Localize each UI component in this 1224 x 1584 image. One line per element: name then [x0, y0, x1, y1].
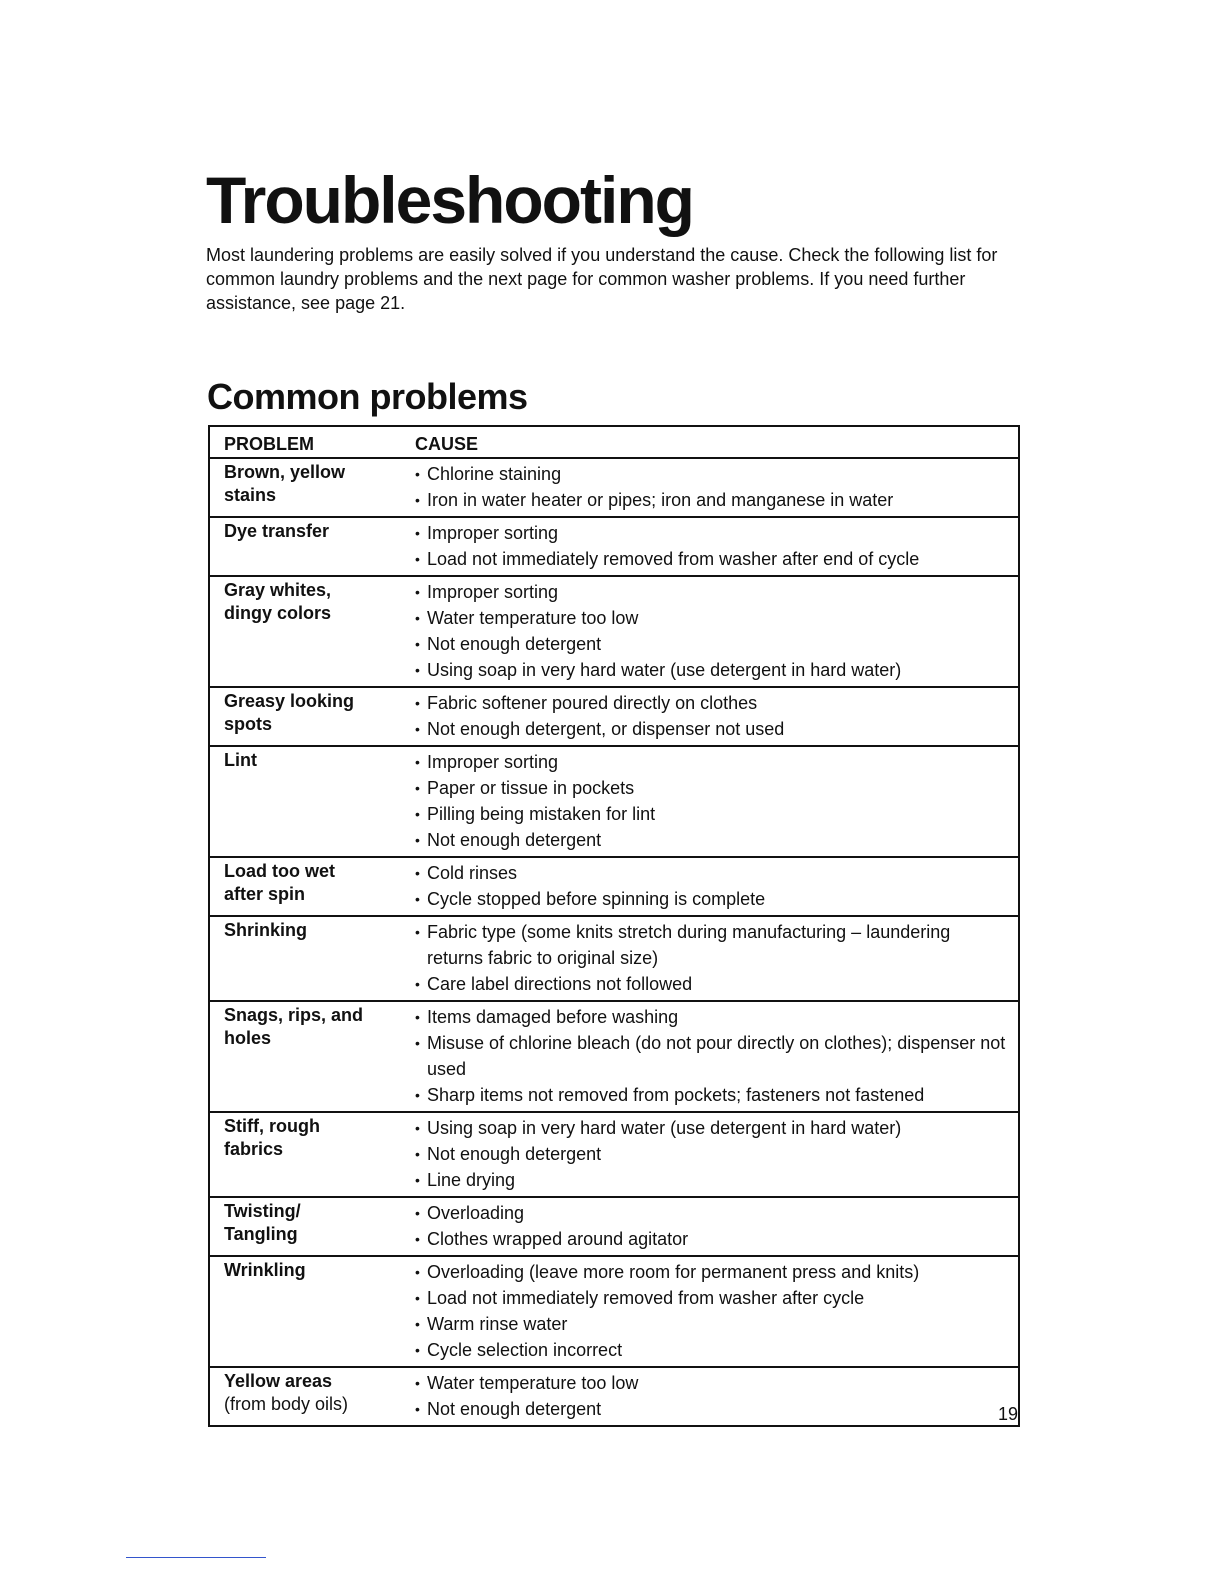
bullet-icon: • [415, 924, 420, 940]
table-row [210, 858, 1018, 917]
problem-cell [210, 1115, 403, 1193]
cause-item [415, 1004, 1010, 1030]
cause-text: Cycle selection incorrect [427, 1340, 623, 1360]
cause-text: Fabric type (some knits stretch during manufacturing – laundering returns fabric to original size) [427, 922, 951, 968]
cause-text: Cycle stopped before spinning is complete [427, 889, 766, 909]
cause-text: Iron in water heater or pipes; iron and manganese in water [427, 490, 894, 510]
problem-label: Gray whites, dingy colors [224, 580, 332, 623]
cause-item [415, 461, 1010, 487]
problem-cell [210, 520, 403, 572]
cause-text: Using soap in very hard water (use detergent in hard water) [427, 1118, 902, 1138]
problem-cell [210, 860, 403, 912]
problem-cell [210, 1370, 403, 1422]
cause-text: Pilling being mistaken for lint [427, 804, 656, 824]
problem-label: Stiff, rough fabrics [224, 1116, 320, 1159]
cause-text: Water temperature too low [427, 1373, 639, 1393]
bullet-icon: • [415, 1290, 420, 1306]
cause-item [415, 1396, 1010, 1422]
bullet-icon: • [415, 806, 420, 822]
cause-text: Fabric softener poured directly on clothes [427, 693, 758, 713]
cause-cell [403, 1004, 1018, 1108]
problem-label: Load too wet after spin [224, 861, 335, 904]
problem-note: (from body oils) [224, 1394, 349, 1414]
table-row [210, 459, 1018, 518]
bullet-icon: • [415, 1375, 420, 1391]
cause-text: Warm rinse water [427, 1314, 568, 1334]
cause-cell [403, 860, 1018, 912]
table-row [210, 1113, 1018, 1198]
cause-item [415, 690, 1010, 716]
bullet-icon: • [415, 466, 420, 482]
bullet-icon: • [415, 976, 420, 992]
table-row [210, 747, 1018, 858]
page-number: 19 [998, 1404, 1019, 1424]
bullet-icon: • [415, 662, 420, 678]
bullet-icon: • [415, 1264, 420, 1280]
bullet-icon: • [415, 891, 420, 907]
bullet-icon: • [415, 636, 420, 652]
cause-text: Care label directions not followed [427, 974, 693, 994]
bullet-icon: • [415, 780, 420, 796]
problem-label: Wrinkling [224, 1260, 306, 1280]
bullet-icon: • [415, 1120, 420, 1136]
cause-item [415, 775, 1010, 801]
cause-item [415, 1141, 1010, 1167]
cause-column-header: CAUSE [415, 434, 479, 454]
bullet-icon: • [415, 721, 420, 737]
cause-cell [403, 461, 1018, 513]
cause-item [415, 605, 1010, 631]
cause-list [415, 461, 1010, 513]
table-row [210, 1257, 1018, 1368]
bullet-icon: • [415, 1231, 420, 1247]
cause-text: Load not immediately removed from washer after end of cycle [427, 549, 920, 569]
cause-text: Not enough detergent [427, 1144, 602, 1164]
table-header [210, 427, 1018, 459]
page-title: Troubleshooting [206, 163, 693, 237]
cause-item [415, 579, 1010, 605]
cause-item [415, 1082, 1010, 1108]
cause-text: Not enough detergent [427, 634, 602, 654]
cause-item [415, 886, 1010, 912]
cause-item [415, 546, 1010, 572]
cause-cell [403, 579, 1018, 683]
problem-cell [210, 579, 403, 683]
cause-item [415, 487, 1010, 513]
problems-table [208, 425, 1020, 1427]
cause-text: Improper sorting [427, 523, 559, 543]
table-row [210, 688, 1018, 747]
bullet-icon: • [415, 584, 420, 600]
cause-item [415, 520, 1010, 546]
table-row [210, 577, 1018, 688]
problem-label: Twisting/ Tangling [224, 1201, 301, 1244]
cause-cell [403, 919, 1018, 997]
cause-text: Misuse of chlorine bleach (do not pour directly on clothes); dispenser not used [427, 1033, 1006, 1079]
problem-cell [210, 690, 403, 742]
section-title: Common problems [207, 376, 528, 417]
cause-item [415, 1285, 1010, 1311]
bullet-icon: • [415, 610, 420, 626]
table-row [210, 1198, 1018, 1257]
problem-cell [210, 1200, 403, 1252]
cause-text: Improper sorting [427, 582, 559, 602]
cause-cell [403, 1370, 1018, 1422]
cause-item [415, 860, 1010, 886]
cause-list [415, 1370, 1010, 1422]
cause-text: Clothes wrapped around agitator [427, 1229, 689, 1249]
bullet-icon: • [415, 1342, 420, 1358]
problem-cell [210, 461, 403, 513]
cause-item [415, 1337, 1010, 1363]
cause-text: Load not immediately removed from washer after cycle [427, 1288, 865, 1308]
bullet-icon: • [415, 551, 420, 567]
cause-text: Water temperature too low [427, 608, 639, 628]
cause-item [415, 919, 1010, 971]
cause-item [415, 1167, 1010, 1193]
cause-text: Cold rinses [427, 863, 518, 883]
cause-item [415, 801, 1010, 827]
bullet-icon: • [415, 695, 420, 711]
cause-item [415, 716, 1010, 742]
cause-list [415, 690, 1010, 742]
problem-cell [210, 749, 403, 853]
cause-text: Overloading (leave more room for permanent press and knits) [427, 1262, 920, 1282]
problem-label: Shrinking [224, 920, 308, 940]
cause-item [415, 1030, 1010, 1082]
problem-cell [210, 1004, 403, 1108]
cause-item [415, 1115, 1010, 1141]
problem-cell [210, 919, 403, 997]
table-row [210, 1368, 1018, 1425]
cause-text: Not enough detergent [427, 830, 602, 850]
cause-text: Not enough detergent, or dispenser not used [427, 719, 785, 739]
cause-cell [403, 1259, 1018, 1363]
table-body [210, 459, 1018, 1425]
cause-list [415, 1004, 1010, 1108]
bullet-icon: • [415, 1205, 420, 1221]
cause-item [415, 1200, 1010, 1226]
problem-label: Snags, rips, and holes [224, 1005, 364, 1048]
cause-list [415, 919, 1010, 997]
cause-cell [403, 690, 1018, 742]
cause-text: Sharp items not removed from pockets; fasteners not fastened [427, 1085, 925, 1105]
problem-column-header: PROBLEM [224, 434, 314, 454]
cause-cell [403, 1200, 1018, 1252]
cause-text: Not enough detergent [427, 1399, 602, 1419]
bullet-icon: • [415, 1401, 420, 1417]
cause-item [415, 1226, 1010, 1252]
problem-label: Lint [224, 750, 257, 770]
cause-list [415, 1259, 1010, 1363]
table-row [210, 518, 1018, 577]
cause-item [415, 657, 1010, 683]
cause-cell [403, 749, 1018, 853]
cause-item [415, 971, 1010, 997]
cause-text: Line drying [427, 1170, 516, 1190]
cause-list [415, 579, 1010, 683]
table-row [210, 1002, 1018, 1113]
cause-text: Improper sorting [427, 752, 559, 772]
cause-text: Chlorine staining [427, 464, 562, 484]
bullet-icon: • [415, 1146, 420, 1162]
cause-text: Overloading [427, 1203, 525, 1223]
problem-label: Brown, yellow stains [224, 462, 346, 505]
bullet-icon: • [415, 1087, 420, 1103]
cause-cell [403, 520, 1018, 572]
cause-list [415, 749, 1010, 853]
table-row [210, 917, 1018, 1002]
cause-text: Paper or tissue in pockets [427, 778, 635, 798]
cause-list [415, 1115, 1010, 1193]
problem-label: Yellow areas [224, 1371, 333, 1391]
footer-rule [126, 1557, 266, 1558]
intro-paragraph: Most laundering problems are easily solved if you understand the cause. Check the following list for common laundry problems and the next page for common washer problems. If you need further assistance, see page 21. [206, 245, 998, 313]
bullet-icon: • [415, 1172, 420, 1188]
cause-list [415, 860, 1010, 912]
problem-label: Greasy looking spots [224, 691, 355, 734]
cause-item [415, 1259, 1010, 1285]
problem-cell [210, 1259, 403, 1363]
bullet-icon: • [415, 492, 420, 508]
bullet-icon: • [415, 1035, 420, 1051]
bullet-icon: • [415, 1316, 420, 1332]
problem-label: Dye transfer [224, 521, 330, 541]
cause-cell [403, 1115, 1018, 1193]
bullet-icon: • [415, 832, 420, 848]
cause-item [415, 749, 1010, 775]
cause-item [415, 827, 1010, 853]
cause-text: Using soap in very hard water (use detergent in hard water) [427, 660, 902, 680]
bullet-icon: • [415, 525, 420, 541]
cause-list [415, 1200, 1010, 1252]
cause-list [415, 520, 1010, 572]
cause-item [415, 1370, 1010, 1396]
cause-item [415, 631, 1010, 657]
bullet-icon: • [415, 754, 420, 770]
cause-text: Items damaged before washing [427, 1007, 679, 1027]
bullet-icon: • [415, 865, 420, 881]
bullet-icon: • [415, 1009, 420, 1025]
cause-item [415, 1311, 1010, 1337]
